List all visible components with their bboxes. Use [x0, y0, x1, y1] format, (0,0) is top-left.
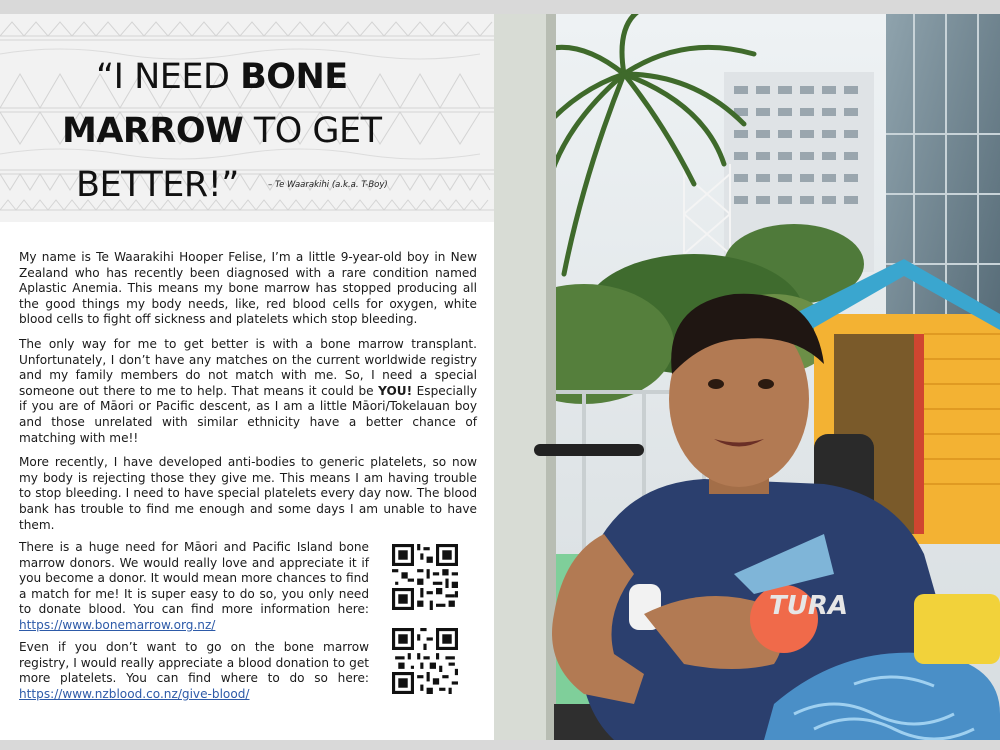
- quote-line-1-regular: “I NEED: [96, 57, 241, 97]
- quote-line-3: BETTER!”: [76, 165, 239, 205]
- bonemarrow-link[interactable]: https://www.bonemarrow.org.nz/: [19, 617, 216, 632]
- poster-sheet: [0, 14, 1000, 740]
- yellow-pillow: [914, 594, 1000, 664]
- paragraph-transplant-text-end: Especially if you are of Māori or Pacific descent, as I am a little Māori/Tokelauan boy and those unrelated with similar ethnicity have a better chance of matching with me!!: [19, 383, 478, 445]
- quote-line-2-bold: MARROW: [62, 111, 244, 151]
- pillar: [494, 14, 546, 740]
- nzblood-link[interactable]: https://www.nzblood.co.nz/give-blood/: [19, 686, 250, 701]
- paragraph-diagnosis: My name is Te Waarakihi Hooper Felise, I’m a little 9-year-old boy in New Zealand who has recently been diagnosed with a rare condition named Aplastic Anemia. This means my bone marrow has stopped producing all the good things my body needs, like, red blood cells for oxygen, white blood cells to fight off sickness and platelets which stop bleeding.: [19, 250, 477, 327]
- quote-attribution: – Te Waarakihi (a.k.a. T-Boy): [268, 180, 388, 190]
- paragraph-transplant: [19, 337, 477, 446]
- paragraph-transplant-text: The only way for me to get better is with a bone marrow transplant. Unfortunately, I don’t have any matches on the current worldwide registry and my family members do not match with me. So, I need a special someone out there to me to help. That means it could be: [19, 336, 477, 398]
- shirt-print: TURA: [769, 591, 848, 621]
- quote-banner: [0, 14, 494, 222]
- paragraph-transplant-emphasis: YOU!: [378, 383, 413, 398]
- quote-line-1-bold: BONE: [240, 57, 348, 97]
- paragraph-blood-text: Even if you don’t want to go on the bone marrow registry, I would really appreciate a blood donation to get more platelets. You can find where to do so here:: [19, 640, 369, 686]
- paragraph-donor: [19, 540, 369, 634]
- photo-panel: [494, 14, 1000, 740]
- nzblood-qr-code[interactable]: [392, 628, 458, 694]
- paragraph-platelets: More recently, I have developed anti-bodies to generic platelets, so now my body is rejecting those they give me. This means I am having trouble to stop bleeding. I need to have special platelets every day now. The blood bank has trouble to find me enough and some days I am unable to have them.: [19, 455, 477, 532]
- boy-in-wheelchair-photo: [494, 14, 1000, 740]
- paragraph-blood: [19, 640, 369, 702]
- quote-line-2: [62, 104, 482, 158]
- paragraph-donor-text: There is a huge need for Māori and Pacific Island bone marrow donors. We would really love and appreciate it if you become a donor. It would mean more chances to find a match for me! It is super easy to do so, you only need to donate blood. You can find more information here:: [19, 540, 369, 617]
- quote-line-1: [62, 50, 482, 104]
- bonemarrow-qr-code[interactable]: [392, 544, 458, 610]
- text-panel: [0, 14, 494, 740]
- quote-line-2-regular: TO GET: [243, 111, 382, 151]
- story-text: [19, 250, 477, 542]
